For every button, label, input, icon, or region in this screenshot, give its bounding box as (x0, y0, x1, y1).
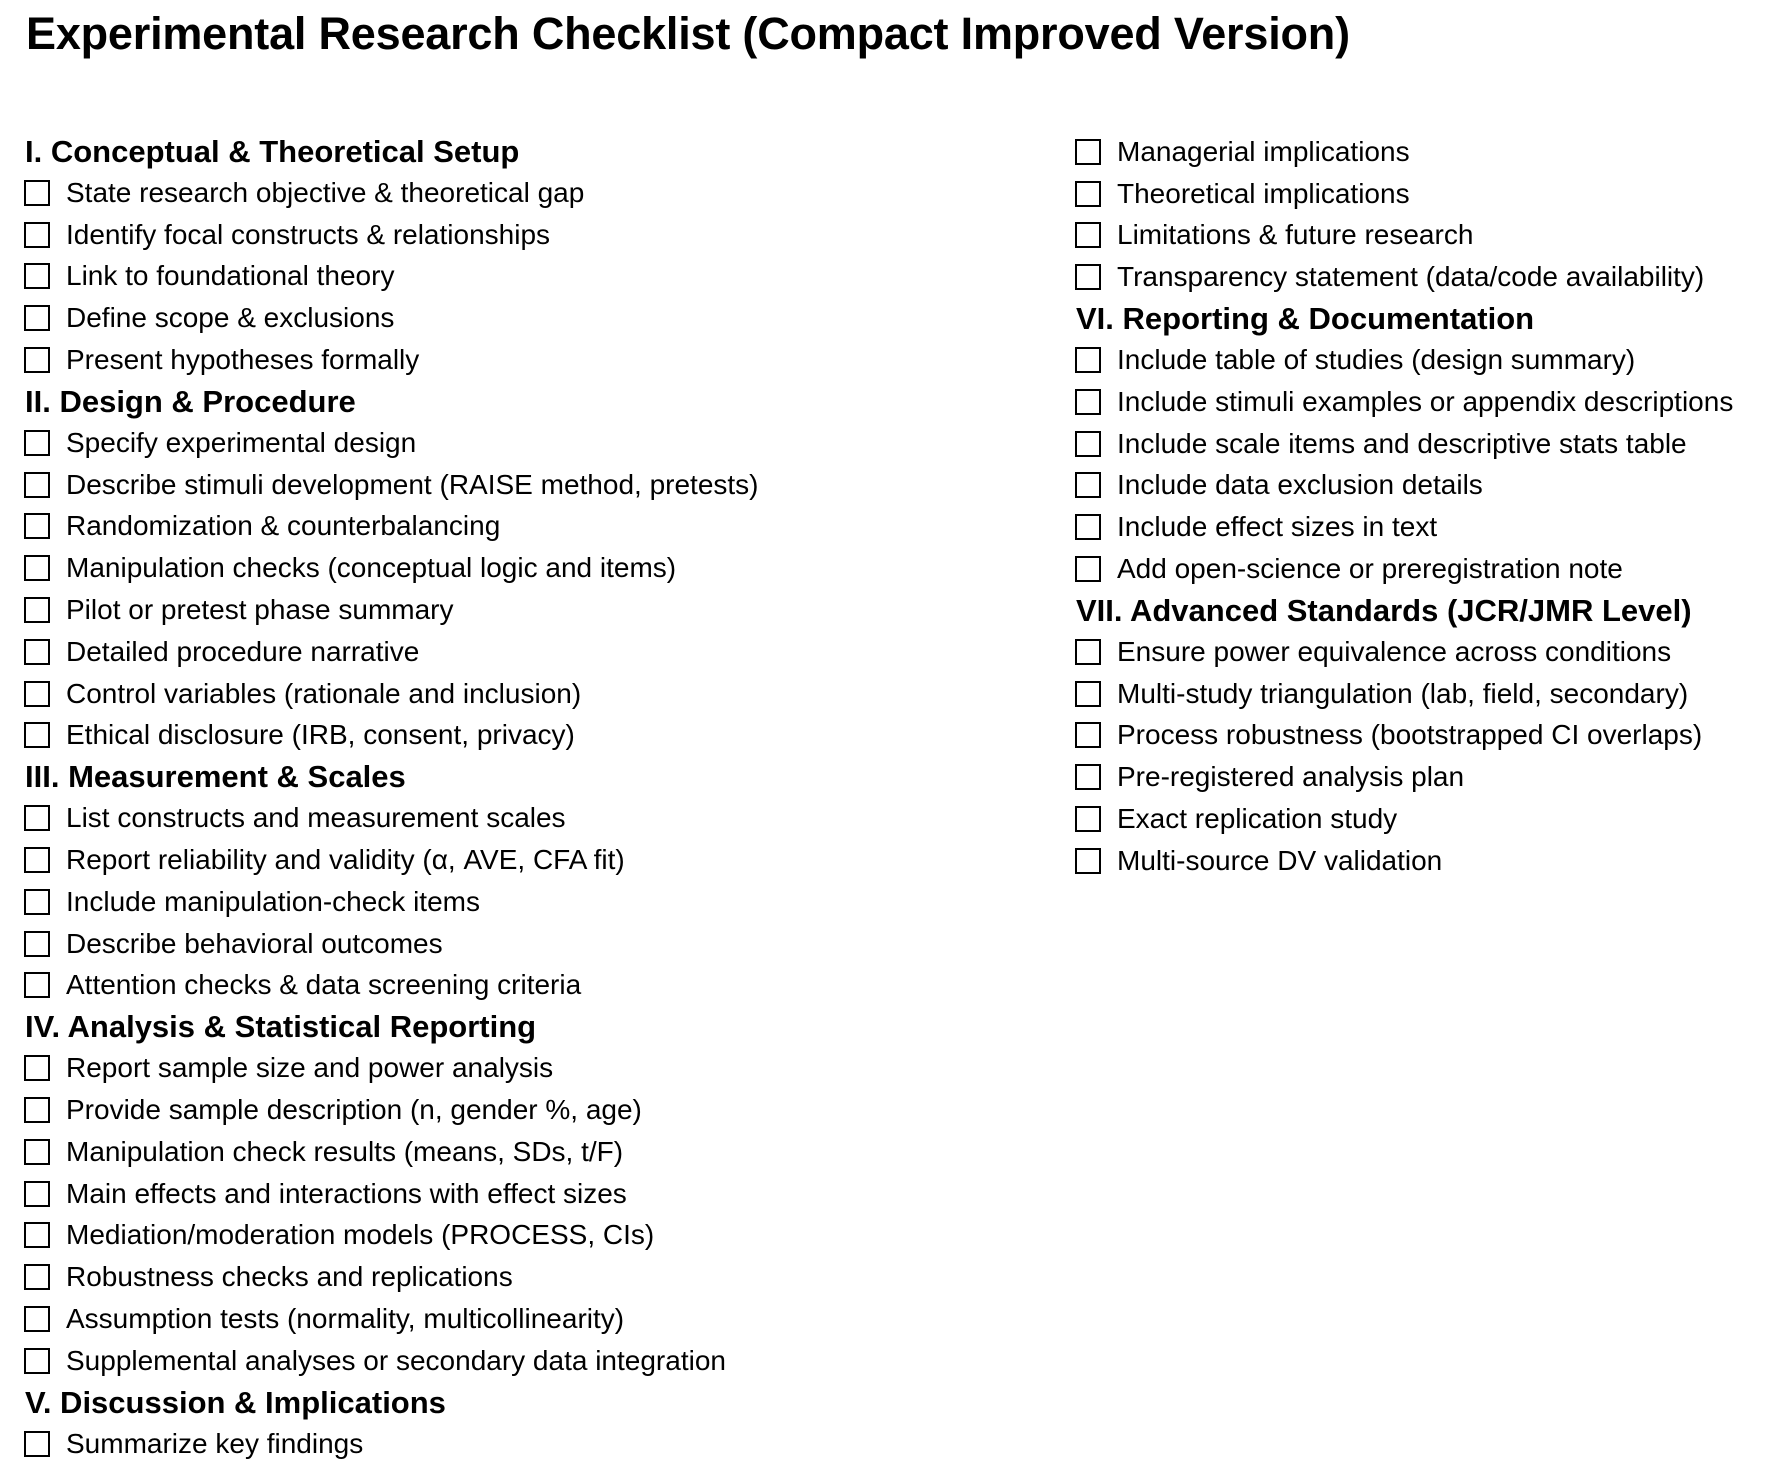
checkbox[interactable] (24, 180, 50, 206)
checkbox[interactable] (24, 1097, 50, 1123)
checklist-item (1075, 215, 1733, 257)
checklist-item (1075, 631, 1733, 673)
checkbox[interactable] (24, 1348, 50, 1374)
checkbox[interactable] (1075, 764, 1101, 790)
checklist-item-label: Theoretical implications (1117, 177, 1410, 209)
checklist-item-label: Include stimuli examples or appendix descriptions (1117, 385, 1734, 417)
checkbox[interactable] (24, 681, 50, 707)
checklist-item (1075, 131, 1733, 173)
checklist-item (1075, 506, 1733, 548)
checkbox[interactable] (24, 430, 50, 456)
checkbox[interactable] (1075, 848, 1101, 874)
checklist-item-label: Attention checks & data screening criteria (66, 969, 582, 1001)
checklist-item (24, 589, 759, 631)
checklist-item (24, 464, 759, 506)
checkbox[interactable] (1075, 681, 1101, 707)
checklist-item-label: Mediation/moderation models (PROCESS, CIs) (66, 1219, 655, 1251)
checklist-item (24, 1173, 759, 1215)
checklist-item-label: State research objective & theoretical gap (66, 176, 585, 208)
checklist-item-label: Multi-study triangulation (lab, field, secondary) (1117, 677, 1689, 709)
checklist-item (1075, 173, 1733, 215)
checklist-item (24, 1256, 759, 1298)
checklist-item-label: Add open-science or preregistration note (1117, 553, 1623, 585)
checkbox[interactable] (1075, 222, 1101, 248)
checklist-item-label: Manipulation check results (means, SDs, t/F) (66, 1135, 624, 1167)
checklist-item (1075, 673, 1733, 715)
checklist-item (24, 422, 759, 464)
checklist-item (24, 673, 759, 715)
checklist-item (1075, 339, 1733, 381)
checkbox[interactable] (1075, 139, 1101, 165)
checklist-item-label: Managerial implications (1117, 135, 1410, 167)
checklist-item-label: Limitations & future research (1117, 219, 1474, 251)
checkbox[interactable] (24, 1306, 50, 1332)
checklist-item-label: Assumption tests (normality, multicollinearity) (66, 1303, 625, 1335)
checkbox[interactable] (24, 222, 50, 248)
section-heading: IV. Analysis & Statistical Reporting (25, 1009, 537, 1045)
checkbox[interactable] (24, 805, 50, 831)
section-heading: V. Discussion & Implications (25, 1384, 446, 1420)
section-heading: VI. Reporting & Documentation (1076, 301, 1535, 337)
checklist-item-label: Pre-registered analysis plan (1117, 761, 1465, 793)
checklist-item-label: Specify experimental design (66, 426, 417, 458)
page-title: Experimental Research Checklist (Compact Improved Version) (26, 8, 1350, 59)
checklist-item-label: Pilot or pretest phase summary (66, 594, 454, 626)
checklist-item-label: Link to foundational theory (66, 260, 395, 292)
checkbox[interactable] (1075, 389, 1101, 415)
checklist-item (24, 1131, 759, 1173)
checkbox[interactable] (24, 1222, 50, 1248)
checklist-item (24, 172, 759, 214)
checklist-item-label: Report sample size and power analysis (66, 1052, 554, 1084)
checklist-item (24, 506, 759, 548)
checklist-item-label: Include scale items and descriptive stats table (1117, 427, 1687, 459)
checklist-item (24, 839, 759, 881)
checklist-item-label: Exact replication study (1117, 803, 1398, 835)
checklist-item (1075, 840, 1733, 882)
checkbox[interactable] (24, 931, 50, 957)
checkbox[interactable] (1075, 431, 1101, 457)
checklist-item-label: Robustness checks and replications (66, 1261, 513, 1293)
checklist-item-label: Ensure power equivalence across conditions (1117, 635, 1672, 667)
checklist-item (24, 1340, 759, 1382)
checkbox[interactable] (24, 472, 50, 498)
checklist-item-label: Transparency statement (data/code availability) (1117, 261, 1705, 293)
checklist-item (1075, 381, 1733, 423)
checklist-item-label: Describe stimuli development (RAISE method, pretests) (66, 468, 759, 500)
checklist-item (1075, 798, 1733, 840)
checkbox[interactable] (24, 1431, 50, 1457)
checkbox[interactable] (24, 1055, 50, 1081)
checklist-item (24, 1047, 759, 1089)
checkbox[interactable] (1075, 264, 1101, 290)
checkbox[interactable] (1075, 639, 1101, 665)
checklist-item (24, 715, 759, 757)
checklist-item-label: Identify focal constructs & relationships (66, 218, 551, 250)
checklist-item (24, 339, 759, 381)
checklist-item-label: Control variables (rationale and inclusion) (66, 677, 582, 709)
checkbox[interactable] (24, 972, 50, 998)
checkbox[interactable] (24, 263, 50, 289)
checklist-item (24, 297, 759, 339)
checklist-item (1075, 423, 1733, 465)
checkbox[interactable] (24, 639, 50, 665)
checkbox[interactable] (1075, 347, 1101, 373)
checklist-item (24, 797, 759, 839)
checklist-column-right (1075, 131, 1733, 882)
checkbox[interactable] (1075, 806, 1101, 832)
checkbox[interactable] (1075, 472, 1101, 498)
checklist-item (24, 1423, 759, 1465)
checklist-item (1075, 715, 1733, 757)
checklist-item (24, 547, 759, 589)
checklist-item-label: Define scope & exclusions (66, 302, 395, 334)
checkbox[interactable] (1075, 181, 1101, 207)
checklist-item (24, 1298, 759, 1340)
checklist-item-label: Main effects and interactions with effect sizes (66, 1177, 627, 1209)
checklist-item-label: List constructs and measurement scales (66, 802, 566, 834)
checklist-item-label: Include manipulation-check items (66, 885, 480, 917)
section-heading: VII. Advanced Standards (JCR/JMR Level) (1076, 592, 1692, 628)
checkbox[interactable] (24, 1139, 50, 1165)
section-heading: I. Conceptual & Theoretical Setup (25, 134, 520, 169)
checklist-item (24, 1215, 759, 1257)
checkbox[interactable] (24, 347, 50, 373)
checkbox[interactable] (24, 1264, 50, 1290)
checkbox[interactable] (1075, 722, 1101, 748)
checkbox[interactable] (1075, 556, 1101, 582)
checklist-item-label: Multi-source DV validation (1117, 844, 1443, 876)
checklist-item (24, 881, 759, 923)
checklist-item (1075, 756, 1733, 798)
checklist-column-left (24, 131, 759, 1465)
checklist-item-label: Manipulation checks (conceptual logic and items) (66, 552, 677, 584)
checklist-item-label: Describe behavioral outcomes (66, 927, 443, 959)
checklist-item-label: Include data exclusion details (1117, 469, 1483, 501)
checkbox[interactable] (24, 1181, 50, 1207)
checklist-item (24, 214, 759, 256)
section-heading: III. Measurement & Scales (25, 759, 406, 795)
checkbox[interactable] (1075, 514, 1101, 540)
checklist-item-label: Report reliability and validity (α, AVE, CFA fit) (66, 844, 625, 876)
checklist-item (24, 256, 759, 298)
checkbox[interactable] (24, 847, 50, 873)
checklist-item-label: Ethical disclosure (IRB, consent, privacy) (66, 719, 575, 751)
checklist-item-label: Present hypotheses formally (66, 344, 420, 376)
checkbox[interactable] (24, 513, 50, 539)
section-heading: II. Design & Procedure (25, 383, 356, 419)
checkbox[interactable] (24, 889, 50, 915)
checklist-item (24, 965, 759, 1007)
checklist-item (24, 923, 759, 965)
checklist-item-label: Supplemental analyses or secondary data integration (66, 1344, 726, 1376)
checklist-item-label: Detailed procedure narrative (66, 635, 420, 667)
checkbox[interactable] (24, 722, 50, 748)
checklist-item-label: Include effect sizes in text (1117, 511, 1438, 543)
checklist-item-label: Summarize key findings (66, 1427, 364, 1459)
checklist-item (1075, 256, 1733, 298)
checklist-item-label: Process robustness (bootstrapped CI overlaps) (1117, 719, 1703, 751)
checklist-item (24, 631, 759, 673)
checklist-item (24, 1089, 759, 1131)
checklist-item-label: Include table of studies (design summary) (1117, 344, 1636, 376)
checklist-item-label: Provide sample description (n, gender %, age) (66, 1094, 642, 1126)
checklist-item (1075, 465, 1733, 507)
checkbox[interactable] (24, 555, 50, 581)
checkbox[interactable] (24, 597, 50, 623)
checkbox[interactable] (24, 305, 50, 331)
checklist-item-label: Randomization & counterbalancing (66, 510, 501, 542)
checklist-item (1075, 548, 1733, 590)
